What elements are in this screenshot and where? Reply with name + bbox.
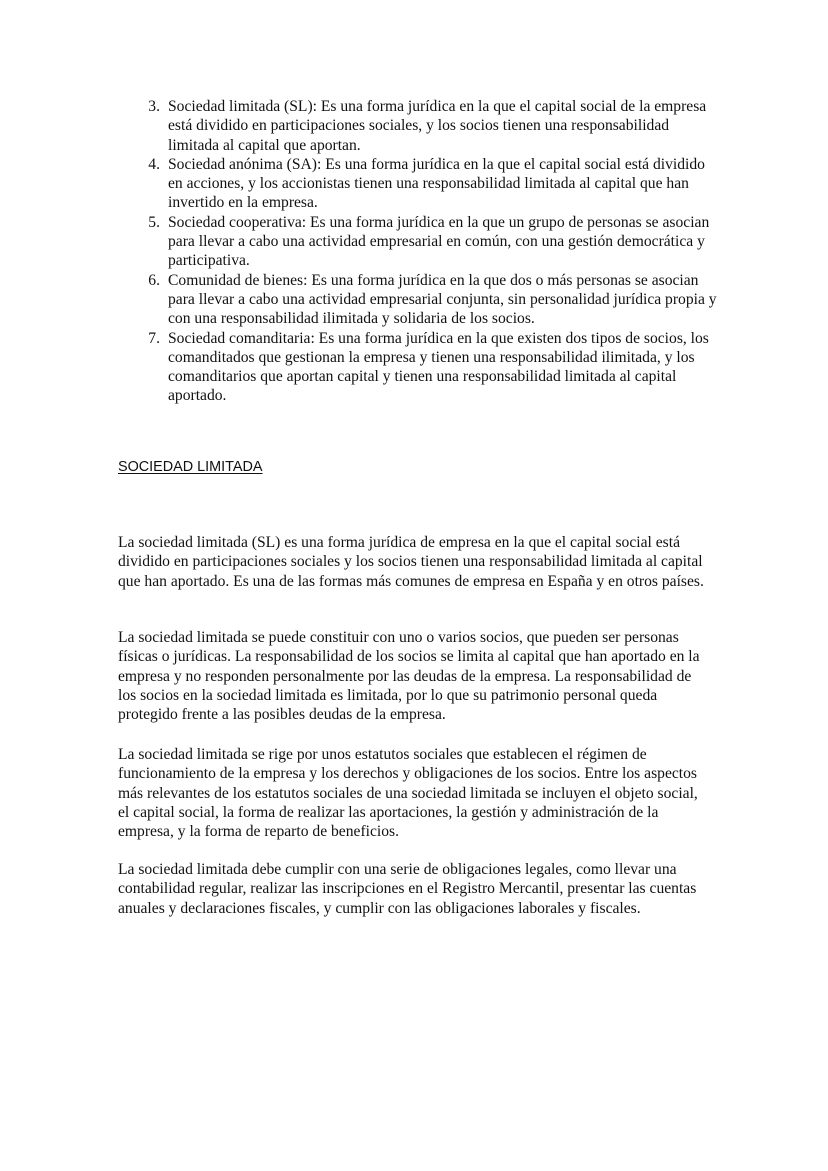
paragraph: La sociedad limitada debe cumplir con una serie de obligaciones legales, como llevar una contabilidad regular, realizar las inscripciones en el Registro Mercantil, presentar las cuentas anuales y declaraciones fiscales, y cumplir con las obligaciones laborales y fiscales. (118, 861, 697, 917)
list-item (140, 271, 720, 329)
paragraph: La sociedad limitada (SL) es una forma jurídica de empresa en la que el capital social está dividido en participaciones sociales y los socios tienen una responsabilidad limitada al capital que han aportado. Es una de las formas más comunes de empresa en España y en otros países. (118, 534, 704, 590)
list-item (140, 155, 720, 213)
list-item-text: Sociedad anónima (SA): Es una forma jurídica en la que el capital social está dividido en acciones, y los accionistas tienen una responsabilidad limitada al capital que han invertido en la empresa. (168, 155, 705, 212)
list-item-text: Comunidad de bienes: Es una forma jurídica en la que dos o más personas se asocian para llevar a cabo una actividad empresarial conjunta, sin personalidad jurídica propia y con una responsabilidad ilimitada y solidaria de los socios. (168, 271, 717, 328)
list-item-number: 7. (148, 329, 160, 347)
paragraph: La sociedad limitada se rige por unos estatutos sociales que establecen el régimen de funcionamiento de la empresa y los derechos y obligaciones de los socios. Entre los aspectos más relevantes de los estatutos sociales de una sociedad limitada se incluyen el objeto social, el capital social, la forma de realizar las aportaciones, la gestión y administración de la empresa, y la forma de reparto de beneficios. (118, 746, 698, 841)
list-item (140, 213, 720, 271)
list-item-text: Sociedad limitada (SL): Es una forma jurídica en la que el capital social de la empresa está dividido en participaciones sociales, y los socios tienen una responsabilidad limitada al capital que aportan. (168, 98, 707, 154)
legal-forms-list (140, 97, 720, 406)
list-item-text: Sociedad comanditaria: Es una forma jurídica en la que existen dos tipos de socios, los comanditados que gestionan la empresa y tienen una responsabilidad ilimitada, y los comanditarios que aportan capital y tienen una responsabilidad limitada al capital aportado. (168, 329, 709, 405)
list-item-text: Sociedad cooperativa: Es una forma jurídica en la que un grupo de personas se asocian para llevar a cabo una actividad empresarial en común, con una gestión democrática y participativa. (168, 213, 710, 270)
list-item (140, 97, 720, 155)
list-item-number: 4. (148, 155, 160, 173)
paragraph: La sociedad limitada se puede constituir con uno o varios socios, que pueden ser personas físicas o jurídicas. La responsabilidad de los socios se limita al capital que han aportado en la empresa y no responden personalmente por las deudas de la empresa. La responsabilidad de los socios en la sociedad limitada es limitada, por lo que su patrimonio personal queda protegido frente a las posibles deudas de la empresa. (118, 629, 700, 724)
section-heading: SOCIEDAD LIMITADA (118, 459, 263, 475)
list-item-number: 6. (148, 271, 160, 289)
list-item-number: 5. (148, 213, 160, 231)
list-item (140, 329, 720, 406)
list-item-number: 3. (148, 98, 160, 115)
